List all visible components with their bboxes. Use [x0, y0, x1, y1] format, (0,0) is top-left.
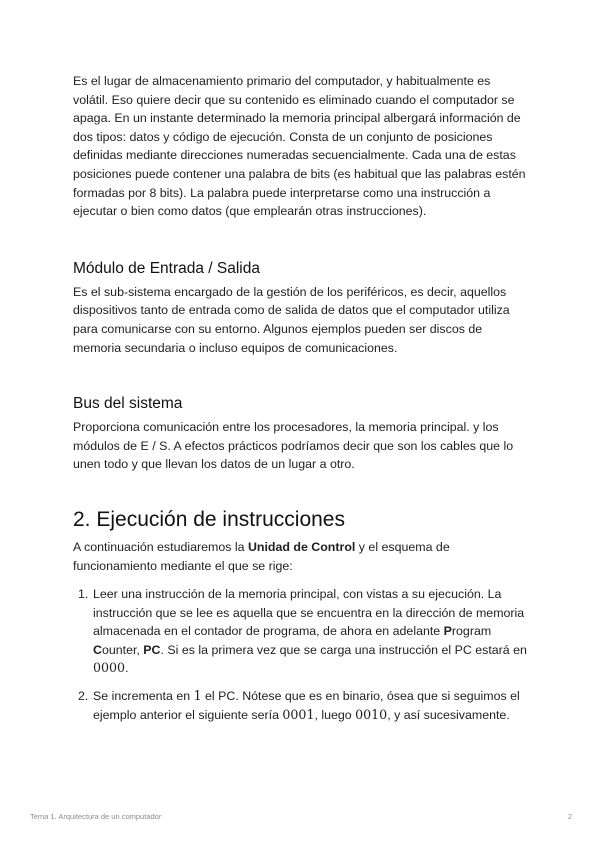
- control-unit-term: Unidad de Control: [247, 539, 356, 554]
- step-text: . Si es la primera vez que se carga una instrucción el PC estará en: [160, 642, 527, 657]
- step-text: Se incrementa en: [93, 689, 194, 704]
- step-text: el PC. Nótese que es en binario, ósea que si seguimos el ejemplo anterior el siguiente sería: [93, 689, 520, 722]
- step-text: rogram: [451, 624, 492, 639]
- list-item-number: 1.: [78, 587, 89, 602]
- list-item: [73, 687, 528, 724]
- step-text: ounter,: [101, 642, 144, 657]
- system-bus-heading: Bus del sistema: [73, 395, 183, 413]
- step-text: , luego: [314, 707, 356, 722]
- list-item-number: 2.: [78, 689, 89, 704]
- step-bold: PC: [143, 642, 161, 657]
- execution-intro-text-end: y el esquema de funcionamiento mediante el que se rige:: [73, 539, 450, 573]
- execution-heading: 2. Ejecución de instrucciones: [73, 507, 345, 531]
- math-value: 0010: [355, 706, 388, 722]
- io-module-paragraph: Es el sub-sistema encargado de la gestión de los periféricos, es decir, aquellos dispositivos tanto de entrada como de salida de datos que el computador utiliza para comunicarse con su entorno. Algunos ejemplos pueden ser discos de memoria secundaria o incluso equipos de comunicaciones.: [73, 284, 510, 355]
- execution-intro-text-start: A continuación estudiaremos la: [73, 539, 248, 554]
- math-value: 1: [193, 688, 202, 704]
- footer-chapter-title: Tema 1. Arquitectura de un computador: [30, 812, 162, 821]
- math-value: 0001: [282, 706, 315, 722]
- step-text: Leer una instrucción de la memoria principal, con vistas a su ejecución. La instrucción que se lee es aquella que se encuentra en la dirección de memoria almacenada en el contador de programa, de ahora en adelante: [93, 587, 525, 639]
- step-text: .: [125, 661, 129, 676]
- math-value: 0000: [93, 660, 126, 676]
- step-bold: C: [93, 642, 102, 657]
- system-bus-paragraph: Proporciona comunicación entre los procesadores, la memoria principal. y los módulos de E / S. A efectos prácticos podríamos decir que son los cables que lo unen todo y que llevan los datos de un lugar a otro.: [73, 420, 514, 472]
- execution-steps-list: [73, 585, 528, 724]
- list-item: [73, 585, 528, 678]
- footer-page-number: 2: [567, 812, 572, 821]
- memory-paragraph: Es el lugar de almacenamiento primario del computador, y habitualmente es volátil. Eso quiere decir que su contenido es eliminado cuando el computador se apaga. En un instante determinado la memoria principal albergará información de dos tipos: datos y código de ejecución. Consta de un conjunto de posiciones definidas mediante direcciones numeradas secuencialmente. Cada una de estas posiciones puede contener una palabra de bits (es habitual que las palabras estén formadas por 8 bits). La palabra puede interpretarse como una instrucción a ejecutar o bien como datos (que emplearán otras instrucciones).: [73, 74, 526, 219]
- io-module-heading: Módulo de Entrada / Salida: [73, 259, 260, 277]
- step-text: , y así sucesivamente.: [387, 707, 510, 722]
- document-page: [73, 72, 528, 724]
- step-bold: P: [443, 624, 452, 639]
- execution-intro: [73, 538, 528, 575]
